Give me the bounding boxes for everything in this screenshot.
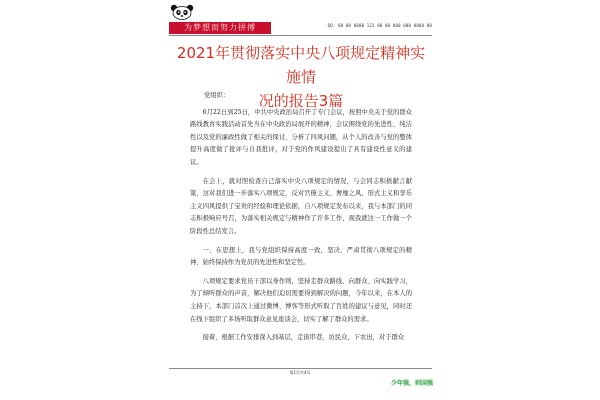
header-contact: QQ: 00 00 0000 123 00 00 000 000 0000 00 xyxy=(327,23,432,28)
paragraph-5: 接着，根据工作安排深入到基层，走街串巷，访民众，下农田，对于群众 xyxy=(202,334,405,342)
paragraph-4: 八项规定要求党员干部以身作则，坚持走群众路线、向群众、向实践学习，为了倾听群众的声音，解决他们迫切需要得到解决的问题，今年以来，在本人的主持下，本部门首次上通过微博、博客等形式听取了百姓的建议与意见，同时还在线下组织了多场听取群众意见座谈会，切实了解了群众的需求。 xyxy=(190,277,412,323)
page-number: 第1页共4页 xyxy=(289,370,311,375)
footer-divider xyxy=(169,368,432,369)
salutation: 党组织： xyxy=(204,92,230,99)
brand-banner xyxy=(169,22,271,34)
footer-slogan: 少年强，则国强 xyxy=(390,380,433,387)
paragraph-1: 6月22日到25日，中共中央政治局召开了专门会议，按照中央关于党的群众路线教育实践活动首先当在中央政治局展开的精神，会议围绕党的先进性、纯洁性以及党的廉政性做了相关的探讨，分析了四风问题，从个人的改善与党的整体提升高度做了批评与自我批评，对于党的作风建设提出了具有建设性意义的建议。 xyxy=(190,108,412,166)
title-line-1: 2021年贯彻落实中央八项规定精神实施情 xyxy=(176,44,426,86)
document-body xyxy=(190,90,412,351)
header-divider xyxy=(169,35,432,36)
paragraph-3: 一、在思想上，我与党组织保持高度一致，坚决、严肃贯彻八项规定的精神，始终保持作为党员的先进性和坚定性。 xyxy=(190,246,412,267)
panda-logo-icon xyxy=(169,4,195,20)
title-line-2: 况的报告3篇 xyxy=(258,92,344,110)
paragraph-2: 在会上，就对照检查自己落实中央八项规定的情况，与会同志积极献言献策，这对我们进一步落实八项规定，反对官僚主义、奢靡之风、形式主义和享乐主义四风提供了宝贵的经验和理论依据，自八项规定发布以来，我与本部门的同志积极响应号召，为落实相关规定与精神作了许多工作，现我就这一工作做一个阶段性总结发言。 xyxy=(190,177,412,235)
brand-text: 为梦想而努力拼搏 xyxy=(184,23,256,32)
